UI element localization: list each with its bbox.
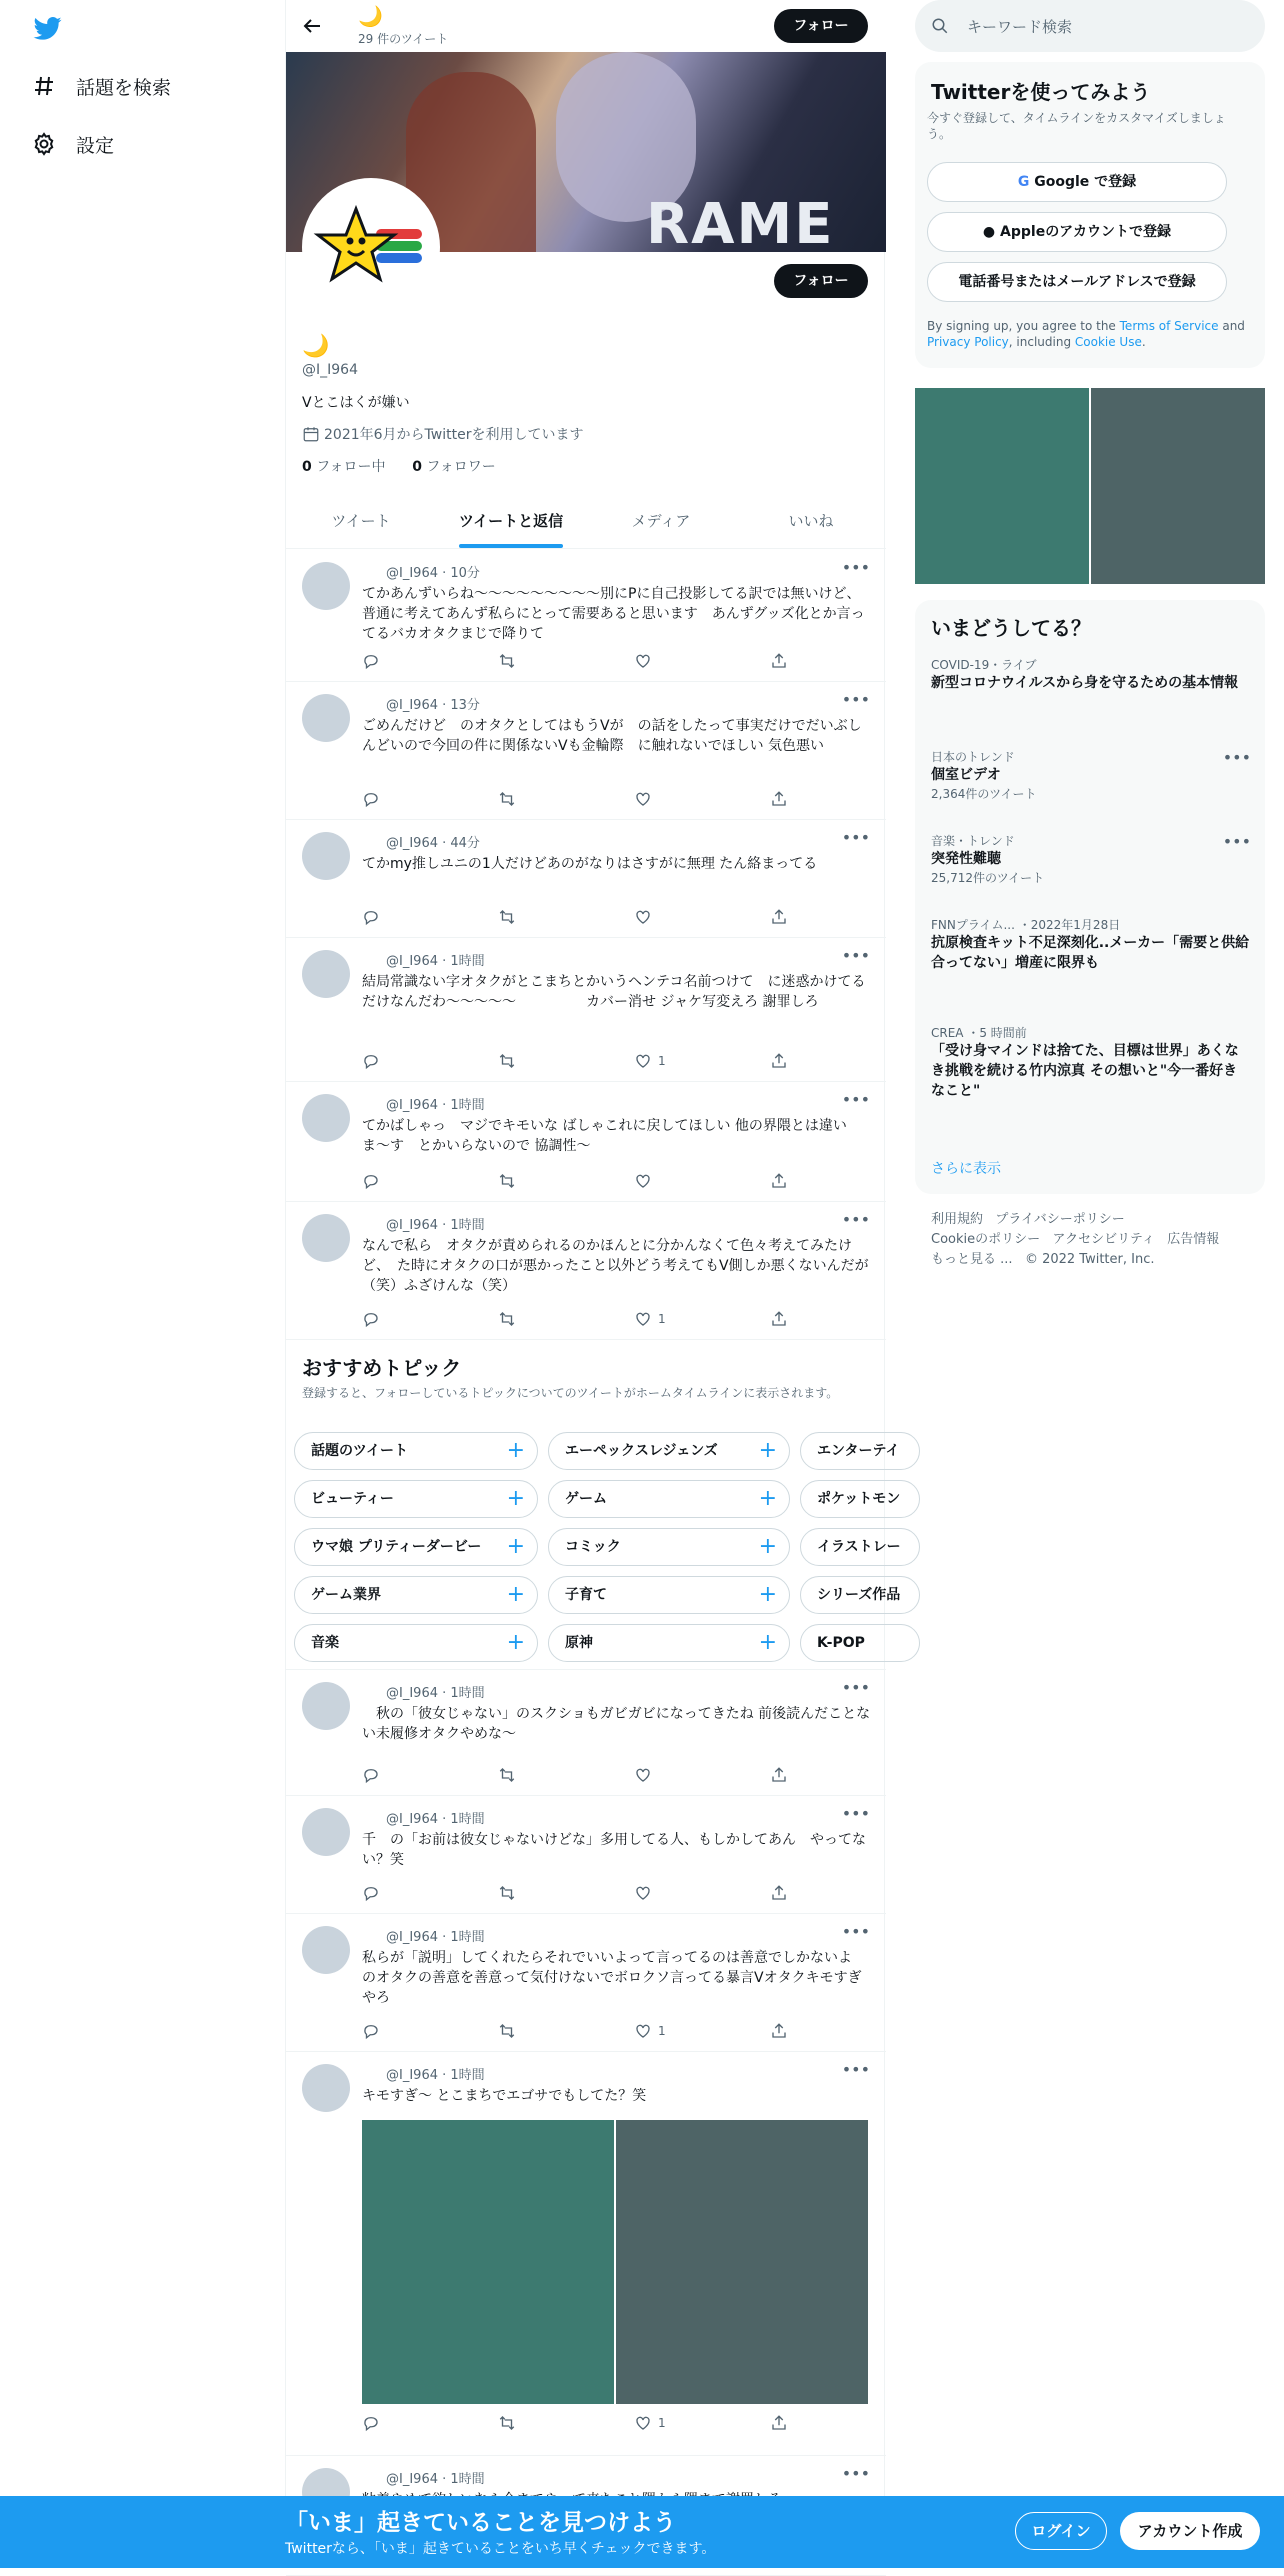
retweet-button[interactable] (498, 2022, 516, 2040)
media-preview[interactable] (915, 388, 1265, 584)
footer-more[interactable]: もっと見る ... (931, 1252, 1013, 1267)
signup-terms (927, 318, 1252, 350)
tweet-actions (362, 652, 792, 674)
more-options-icon[interactable]: ••• (841, 828, 870, 847)
share-icon (770, 1766, 788, 1784)
profile-bio: Vとこはくが嫌い (302, 395, 410, 411)
like-button[interactable] (634, 1310, 666, 1328)
joined-text: 2021年6月からTwitterを利用しています (324, 427, 584, 443)
tweet-actions (362, 1172, 792, 1194)
google-signup-label: Google で登録 (1034, 174, 1137, 190)
retweet-button[interactable] (498, 1172, 516, 1190)
avatar[interactable] (302, 1926, 350, 1974)
terms-and: and (1218, 319, 1245, 333)
tweet-text: てかmy推しユニの1人だけどあのがなりはさすがに無理 たん絡まってる (362, 856, 818, 872)
add-topic-icon[interactable]: + (506, 1486, 525, 1511)
tweet-actions (362, 1766, 792, 1788)
more-options-icon[interactable]: ••• (1222, 748, 1251, 767)
topics-title: おすすめトピック (302, 1356, 462, 1380)
topic-chip[interactable] (548, 1576, 790, 1614)
footer-accessibility[interactable]: アクセシビリティ (1052, 1232, 1155, 1247)
tweet-header: @I_I964 · 10分 (386, 566, 480, 581)
add-topic-icon[interactable]: + (758, 1582, 777, 1607)
profile-follow-button[interactable]: フォロー (774, 264, 868, 298)
topic-label: ゲーム業界 (311, 1587, 381, 1603)
reply-button[interactable] (362, 1052, 380, 1070)
reply-button[interactable] (362, 1310, 380, 1328)
avatar[interactable] (302, 1682, 350, 1730)
tweet-actions (362, 2414, 792, 2436)
tweet-actions (362, 1310, 792, 1332)
tab-tweets-and-replies[interactable]: ツイートと返信 (436, 496, 586, 548)
tweet-actions (362, 908, 792, 930)
apple-signup-button[interactable] (927, 212, 1227, 252)
footer-ads[interactable]: 広告情報 (1167, 1232, 1220, 1247)
display-name-moon: 🌙 (358, 4, 383, 28)
bottom-subtitle: Twitterなら、「いま」起きていることをいち早くチェックできます。 (285, 2541, 716, 2557)
topic-label: 音楽 (311, 1635, 339, 1651)
signup-card (915, 62, 1265, 368)
tab-tweets[interactable]: ツイート (331, 512, 391, 530)
retweet-button[interactable] (498, 652, 516, 670)
twitter-bird-icon[interactable] (32, 14, 64, 42)
sidebar-item-settings[interactable] (32, 124, 114, 164)
avatar[interactable] (302, 1214, 350, 1262)
share-icon (770, 1172, 788, 1190)
tweet-actions (362, 1884, 792, 1906)
more-options-icon[interactable]: ••• (841, 1090, 870, 1109)
topic-label: 話題のツイート (311, 1443, 409, 1459)
retweet-icon (498, 1766, 516, 1784)
like-button[interactable] (634, 1766, 658, 1784)
tweet[interactable] (286, 1670, 886, 1796)
tweet[interactable] (286, 2052, 886, 2456)
side-navigation (0, 0, 285, 2568)
reply-button[interactable] (362, 2022, 380, 2040)
trend-name: 個室ビデオ (931, 767, 1001, 783)
heart-icon (634, 2414, 652, 2432)
topic-label: シリーズ作品 (817, 1587, 901, 1603)
more-options-icon[interactable]: ••• (841, 558, 870, 577)
add-topic-icon[interactable]: + (758, 1486, 777, 1511)
header-follow-button[interactable]: フォロー (774, 9, 868, 43)
share-icon (770, 1310, 788, 1328)
share-button[interactable] (770, 1172, 788, 1190)
avatar[interactable] (302, 950, 350, 998)
tweet[interactable] (286, 550, 886, 682)
media-thumb-left (915, 388, 1089, 584)
reply-icon (362, 1172, 380, 1190)
heart-icon (634, 790, 652, 808)
retweet-button[interactable] (498, 1052, 516, 1070)
gear-icon (32, 132, 56, 156)
share-button[interactable] (770, 1766, 788, 1784)
phone-signup-button[interactable]: 電話番号またはメールアドレスで登録 (927, 262, 1227, 302)
tweet-text: 千 の「お前は彼女じゃないけどな」多用してる人、もしかしてあん やってない？笑 (362, 1832, 866, 1868)
topic-chip[interactable] (294, 1528, 538, 1566)
heart-icon (634, 1884, 652, 1902)
tweet-header: @I_I964 · 13分 (386, 698, 480, 713)
topic-chip[interactable] (294, 1576, 538, 1614)
topic-label: ゲーム (565, 1491, 607, 1507)
calendar-icon (302, 425, 320, 443)
topic-chip[interactable] (800, 1528, 920, 1566)
more-options-icon[interactable]: ••• (841, 2060, 870, 2079)
topic-label: ポケットモン (817, 1491, 901, 1507)
reply-icon (362, 1310, 380, 1328)
topic-chip[interactable] (548, 1528, 790, 1566)
topic-label: ビューティー (311, 1491, 394, 1507)
trend-count: 25,712件のツイート (931, 871, 1045, 885)
following-count: 0 (302, 459, 312, 475)
like-count: 1 (658, 2024, 666, 2038)
follow-counts (302, 456, 496, 476)
login-button[interactable]: ログイン (1015, 2512, 1107, 2550)
tweet-header: @I_I964 · 1時間 (386, 1218, 485, 1233)
tweet-header: @I_I964 · 1時間 (386, 954, 485, 969)
tweet-actions (362, 790, 792, 812)
reply-icon (362, 652, 380, 670)
topics-subtitle: 登録すると、フォローしているトピックについてのツイートがホームタイムラインに表示されます。 (302, 1386, 839, 1400)
heart-icon (634, 1172, 652, 1190)
heart-icon (634, 1052, 652, 1070)
tweet-actions (362, 1052, 792, 1074)
retweet-icon (498, 1172, 516, 1190)
retweet-icon (498, 908, 516, 926)
reply-button[interactable] (362, 652, 380, 670)
terms-prefix: By signing up, you agree to the (927, 319, 1120, 333)
trend-context: COVID-19・ライブ (931, 658, 1037, 672)
apple-signup-label: Appleのアカウントで登録 (1000, 224, 1172, 240)
reply-button[interactable] (362, 790, 380, 808)
star-avatar-icon (316, 207, 426, 287)
trends-title: いまどうしてる？ (931, 616, 1091, 640)
share-button[interactable] (770, 790, 788, 808)
more-options-icon[interactable]: ••• (1222, 832, 1251, 851)
share-icon (770, 908, 788, 926)
retweet-button[interactable] (498, 2414, 516, 2432)
search-icon (931, 17, 949, 35)
share-button[interactable] (770, 652, 788, 670)
followers-label: フォロワー (426, 459, 496, 475)
reply-icon (362, 2414, 380, 2432)
avatar[interactable] (302, 1094, 350, 1142)
like-button[interactable] (634, 652, 658, 670)
tweet[interactable] (286, 1796, 886, 1914)
tweet[interactable] (286, 938, 886, 1082)
tweet-text: キモすぎ〜 とこまちでエゴサでもしてた？笑 (362, 2088, 647, 2104)
reply-button[interactable] (362, 1766, 380, 1784)
more-options-icon[interactable]: ••• (841, 1804, 870, 1823)
retweet-icon (498, 652, 516, 670)
footer-terms[interactable]: 利用規約 (931, 1212, 984, 1227)
search-placeholder: キーワード検索 (967, 17, 1073, 36)
retweet-icon (498, 790, 516, 808)
retweet-button[interactable] (498, 1766, 516, 1784)
topic-chip[interactable] (548, 1480, 790, 1518)
topic-label: 原神 (565, 1635, 593, 1651)
followers-count: 0 (412, 459, 422, 475)
topic-chip[interactable] (800, 1576, 920, 1614)
avatar[interactable] (302, 562, 350, 610)
tab-media[interactable]: メディア (631, 512, 691, 530)
tweet-text: なんで私ら オタクが責められるのかほんとに分かんなくて色々考えてみたけど、 た時にオタクの口が悪かったこと以外どう考えてもV側しか悪くないんだが（笑）ふざけんな（笑） (362, 1238, 869, 1294)
signup-subtitle: 今すぐ登録して、タイムラインをカスタマイズしましょう。 (927, 111, 1226, 141)
hashtag-icon (32, 74, 56, 98)
heart-icon (634, 1766, 652, 1784)
avatar[interactable] (302, 2064, 350, 2112)
tweet-text: 結局常識ない字オタクがとこまちとかいうヘンテコ名前つけて に迷惑かけてるだけなんだわ〜〜〜〜〜 カバー消せ ジャケ写変えろ 謝罪しろ (362, 974, 866, 1010)
tab-likes[interactable]: いいね (788, 512, 834, 530)
profile-header-bar (286, 0, 886, 52)
add-topic-icon[interactable]: + (758, 1534, 777, 1559)
tweet-header: @I_I964 · 1時間 (386, 1686, 485, 1701)
reply-icon (362, 908, 380, 926)
profile-timeline (285, 0, 901, 2568)
media-thumb-left (362, 2120, 614, 2404)
profile-handle: @I_I964 (302, 362, 358, 378)
retweet-button[interactable] (498, 1310, 516, 1328)
tweet-text: ごめんだけど のオタクとしてはもうVが の話をしたって事実だけでだいぶしんどいので今回の件に関係ないVも金輪際 に触れないでほしい 気色悪い (362, 718, 862, 754)
tweet[interactable] (286, 1082, 886, 1202)
reply-button[interactable] (362, 1172, 380, 1190)
trend-name: 抗原検査キット不足深刻化..メーカー「需要と供給合ってない」増産に限界も (931, 935, 1250, 971)
retweet-icon (498, 1884, 516, 1902)
tweet-media[interactable] (362, 2120, 868, 2404)
topic-label: 子育て (565, 1587, 607, 1603)
tweet-header: @I_I964 · 1時間 (386, 1098, 485, 1113)
avatar[interactable] (302, 694, 350, 742)
footer-cookie[interactable]: Cookieのポリシー (931, 1232, 1041, 1247)
share-icon (770, 2022, 788, 2040)
add-topic-icon[interactable]: + (506, 1582, 525, 1607)
retweet-button[interactable] (498, 790, 516, 808)
tweet-header: @I_I964 · 1時間 (386, 2068, 485, 2083)
share-icon (770, 652, 788, 670)
topic-chip[interactable] (548, 1624, 790, 1662)
sidebar-item-label: 設定 (76, 134, 115, 157)
topic-chip[interactable] (800, 1432, 920, 1470)
trend-context: FNNプライム... ・2022年1月28日 (931, 918, 1121, 932)
like-button[interactable] (634, 1052, 666, 1070)
heart-icon (634, 652, 652, 670)
media-thumb-right (616, 2120, 868, 2404)
trend-item[interactable] (931, 832, 1251, 886)
reply-button[interactable] (362, 1884, 380, 1902)
add-topic-icon[interactable]: + (506, 1438, 525, 1463)
reply-icon (362, 1884, 380, 1902)
terms-link[interactable]: Terms of Service (1119, 319, 1219, 333)
trend-item[interactable] (931, 916, 1251, 973)
topic-chip[interactable] (800, 1624, 920, 1662)
like-count: 1 (658, 2416, 666, 2430)
avatar[interactable] (302, 832, 350, 880)
sidebar-item-explore[interactable] (32, 66, 171, 106)
like-button[interactable] (634, 1172, 658, 1190)
trend-context: CREA ・5 時間前 (931, 1026, 1027, 1040)
back-arrow-icon[interactable] (300, 14, 324, 38)
topic-label: K-POP (817, 1635, 865, 1651)
more-options-icon[interactable]: ••• (841, 946, 870, 965)
banner-text: RAME (646, 192, 835, 257)
tweet-actions (362, 2022, 792, 2044)
profile-joined (302, 424, 583, 444)
retweet-icon (498, 1310, 516, 1328)
reply-icon (362, 790, 380, 808)
share-button[interactable] (770, 2022, 788, 2040)
tweet-count: 29 件のツイート (358, 32, 449, 46)
topic-label: エンターテイ (817, 1443, 900, 1459)
share-button[interactable] (770, 1310, 788, 1328)
retweet-button[interactable] (498, 1884, 516, 1902)
trend-name: 突発性難聴 (931, 851, 1001, 867)
trend-context: 音楽・トレンド (931, 834, 1015, 848)
more-options-icon[interactable]: ••• (841, 690, 870, 709)
more-options-icon[interactable]: ••• (841, 2464, 870, 2483)
add-topic-icon[interactable]: + (758, 1438, 777, 1463)
trend-count: 2,364件のツイート (931, 787, 1037, 801)
more-options-icon[interactable]: ••• (841, 1678, 870, 1697)
tweet-header: @I_I964 · 1時間 (386, 2472, 485, 2487)
like-button[interactable] (634, 2022, 666, 2040)
apple-icon: ● (982, 224, 996, 240)
topic-label: イラストレー (817, 1539, 901, 1555)
tweet-header: @I_I964 · 1時間 (386, 1812, 485, 1827)
share-button[interactable] (770, 2414, 788, 2432)
more-options-icon[interactable]: ••• (841, 1922, 870, 1941)
like-button[interactable] (634, 908, 658, 926)
right-sidebar (915, 0, 1265, 2568)
add-topic-icon[interactable]: + (758, 1630, 777, 1655)
reply-icon (362, 1052, 380, 1070)
following-label: フォロー中 (316, 459, 386, 475)
topic-chip[interactable] (294, 1624, 538, 1662)
search-box[interactable] (915, 0, 1265, 52)
share-icon (770, 1052, 788, 1070)
tweet-header: @I_I964 · 44分 (386, 836, 480, 851)
show-more-link[interactable]: さらに表示 (931, 1161, 1001, 1177)
footer-privacy[interactable]: プライバシーポリシー (995, 1212, 1125, 1227)
retweet-icon (498, 2022, 516, 2040)
tweet[interactable] (286, 820, 886, 938)
heart-icon (634, 1310, 652, 1328)
tweet-text: 秋の「彼女じゃない」のスクショもガビガビになってきたね 前後読んだことない未履修オタクやめな〜 (362, 1706, 871, 1742)
footer-links (931, 1210, 1251, 1270)
like-button[interactable] (634, 790, 658, 808)
more-options-icon[interactable]: ••• (841, 1210, 870, 1229)
signup-button[interactable]: アカウント作成 (1120, 2512, 1260, 2550)
tweet[interactable] (286, 1914, 886, 2052)
reply-button[interactable] (362, 2414, 380, 2432)
trend-name: 新型コロナウイルスから身を守るための基本情報 (931, 675, 1239, 691)
tweet-text: てかばしゃっ マジでキモいな ばしゃこれに戻してほしい 他の界隈とは違いま〜す とかいらないので 協調性〜 (362, 1118, 847, 1154)
add-topic-icon[interactable]: + (506, 1534, 525, 1559)
google-icon: G (1017, 174, 1030, 190)
reply-icon (362, 2022, 380, 2040)
like-count: 1 (658, 1312, 666, 1326)
tweet[interactable] (286, 1202, 886, 1340)
reply-icon (362, 1766, 380, 1784)
signup-banner (0, 2496, 1284, 2568)
trend-item[interactable] (931, 748, 1251, 802)
google-signup-button[interactable] (927, 162, 1227, 202)
heart-icon (634, 2022, 652, 2040)
avatar[interactable] (302, 1808, 350, 1856)
followers-link[interactable] (412, 459, 496, 475)
share-icon (770, 1884, 788, 1902)
cookie-link[interactable]: Cookie Use (1074, 335, 1142, 349)
profile-tabs (286, 496, 886, 549)
topic-label: コミック (565, 1539, 621, 1555)
profile-avatar[interactable] (302, 178, 440, 316)
share-button[interactable] (770, 1052, 788, 1070)
display-name: 🌙 (302, 334, 330, 359)
share-icon (770, 2414, 788, 2432)
retweet-icon (498, 1052, 516, 1070)
trend-name: 「受け身マインドは捨てた、目標は世界」あくなき挑戦を続ける竹内涼真 その想いと"今一番好きなこと" (931, 1043, 1239, 1099)
add-topic-icon[interactable]: + (506, 1630, 525, 1655)
topic-chip[interactable] (548, 1432, 790, 1470)
terms-period: . (1141, 335, 1146, 349)
topic-label: エーペックスレジェンズ (565, 1443, 718, 1459)
topic-chip[interactable] (294, 1432, 538, 1470)
topic-chip[interactable] (800, 1480, 920, 1518)
share-button[interactable] (770, 1884, 788, 1902)
tweet-text: 私らが「説明」してくれたらそれでいいよって言ってるのは善意でしかないよ のオタクの善意を善意って気付けないでボロクソ言ってる暴言Vオタクキモすぎやろ (362, 1950, 866, 2006)
share-button[interactable] (770, 908, 788, 926)
terms-including: , including (1008, 335, 1075, 349)
tweet-header: @I_I964 · 1時間 (386, 1930, 485, 1945)
sidebar-item-label: 話題を検索 (76, 76, 172, 99)
topic-label: ウマ娘 プリティーダービー (311, 1539, 482, 1555)
heart-icon (634, 908, 652, 926)
like-button[interactable] (634, 1884, 658, 1902)
footer-copyright: © 2022 Twitter, Inc. (1024, 1252, 1155, 1267)
media-thumb-right (1091, 388, 1265, 584)
trends-card (915, 600, 1265, 1194)
bottom-title: 「いま」起きていることを見つけよう (285, 2510, 676, 2536)
signup-title: Twitterを使ってみよう (931, 80, 1151, 104)
recommended-topics (286, 1340, 901, 1670)
following-link[interactable] (302, 459, 386, 475)
trend-item[interactable] (931, 656, 1251, 693)
trend-item[interactable] (931, 1024, 1251, 1101)
retweet-icon (498, 2414, 516, 2432)
trend-context: 日本のトレンド (931, 750, 1015, 764)
share-icon (770, 790, 788, 808)
like-count: 1 (658, 1054, 666, 1068)
reply-button[interactable] (362, 908, 380, 926)
like-button[interactable] (634, 2414, 666, 2432)
privacy-link[interactable]: Privacy Policy (927, 335, 1009, 349)
topic-chip[interactable] (294, 1480, 538, 1518)
retweet-button[interactable] (498, 908, 516, 926)
tweet[interactable] (286, 682, 886, 820)
tweet-text: てかあんずいらね〜〜〜〜〜〜〜〜〜別にPに自己投影してる訳では無いけど、普通に考えてあんず私らにとって需要あると思います あんずグッズ化とか言ってるバカオタクまじで降りて (362, 586, 865, 642)
